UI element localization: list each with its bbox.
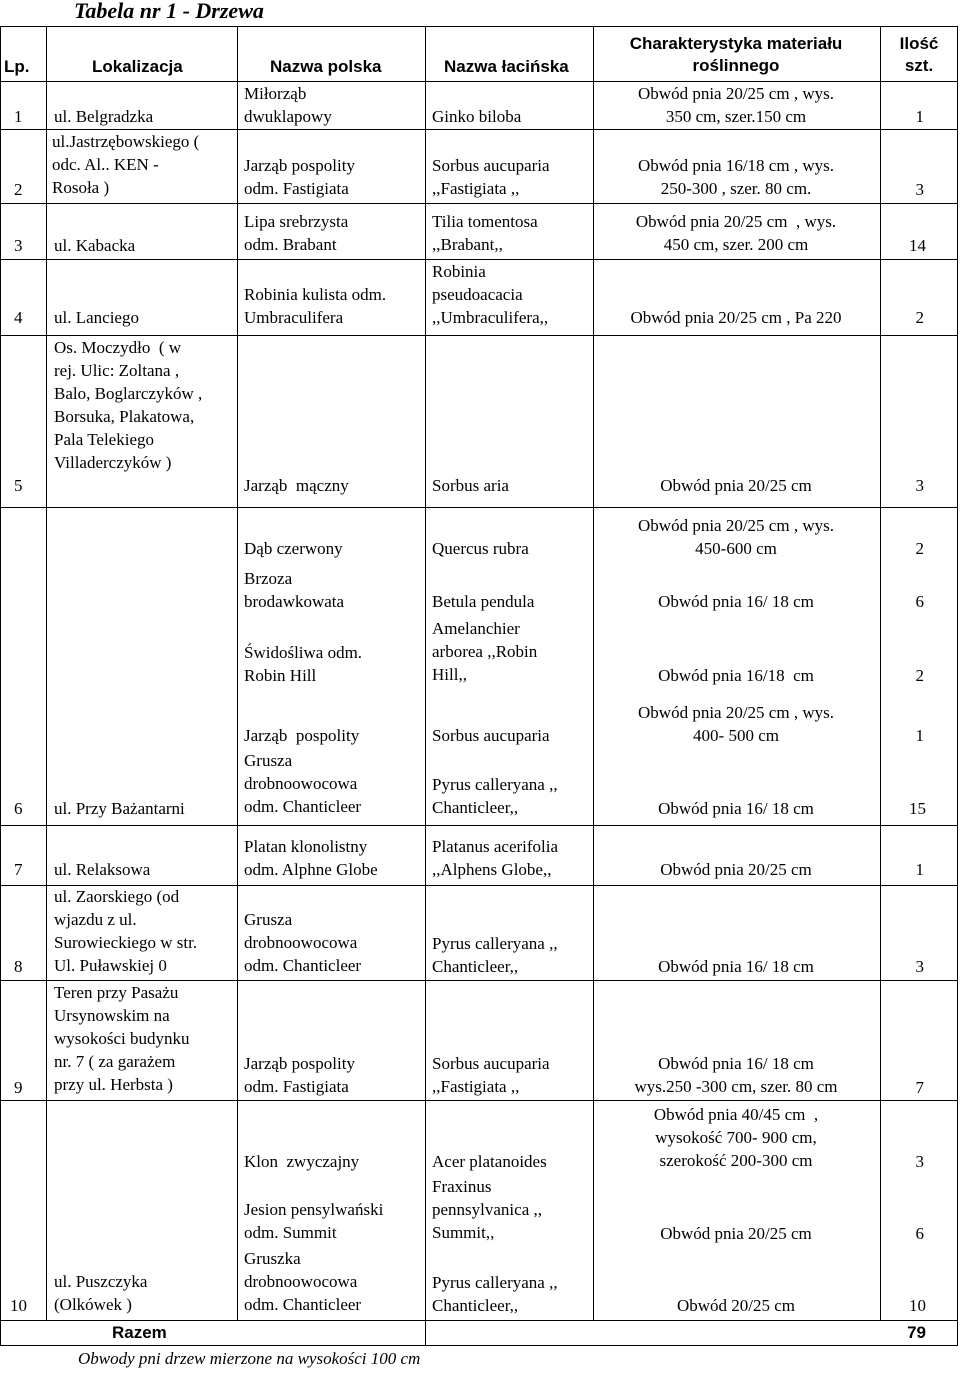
row-1-ilosc: 1 [915, 107, 924, 126]
row-6d-charakterystyka: Obwód pnia 20/25 cm , wys. 400- 500 cm [638, 703, 834, 745]
row-2-nazwa-lacinska: Sorbus aucuparia ,,Fastigiata ,, [432, 156, 550, 198]
row-3-charakterystyka: Obwód pnia 20/25 cm , wys. 450 cm, szer. 200 cm [635, 212, 837, 254]
row-3-ilosc: 14 [909, 236, 926, 255]
row-8-lp: 8 [14, 957, 23, 976]
row-4-ilosc: 2 [915, 308, 924, 327]
row-8-nazwa-polska: Grusza drobnoowocowa odm. Chanticleer [244, 910, 362, 975]
row-divider [0, 825, 957, 826]
row-6a-nazwa-lacinska: Quercus rubra [432, 539, 529, 558]
col-divider [237, 26, 238, 1320]
row-6c-ilosc: 2 [915, 666, 924, 685]
row-2-lp: 2 [14, 180, 23, 199]
row-10b-ilosc: 6 [915, 1224, 924, 1243]
row-7-charakterystyka: Obwód pnia 20/25 cm [660, 860, 812, 879]
row-4-charakterystyka: Obwód pnia 20/25 cm , Pa 220 [630, 308, 842, 327]
row-6b-nazwa-lacinska: Betula pendula [432, 592, 535, 611]
row-6d-nazwa-polska: Jarząb pospolity [244, 726, 360, 745]
row-9-charakterystyka: Obwód pnia 16/ 18 cm wys.250 -300 cm, szer. 80 cm [634, 1054, 838, 1096]
row-2-charakterystyka: Obwód pnia 16/18 cm , wys. 250-300 , szer. 80 cm. [638, 156, 834, 198]
row-10a-nazwa-polska: Klon zwyczajny [244, 1152, 360, 1171]
row-1-lp: 1 [14, 107, 23, 126]
row-10b-nazwa-lacinska: Fraxinus pennsylvanica ,, Summit,, [432, 1177, 542, 1242]
header-nazwa-lacinska: Nazwa łacińska [444, 57, 569, 76]
col-divider [425, 26, 426, 1346]
col-divider [880, 26, 881, 1320]
row-10-lokalizacja: ul. Puszczyka (Olkówek ) [54, 1272, 148, 1314]
row-5-lp: 5 [14, 476, 23, 495]
row-10c-nazwa-lacinska: Pyrus calleryana ,, Chanticleer,, [432, 1273, 558, 1315]
row-10c-ilosc: 10 [909, 1296, 926, 1315]
row-3-nazwa-lacinska: Tilia tomentosa ,,Brabant,, [432, 212, 538, 254]
row-8-lokalizacja: ul. Zaorskiego (od wjazdu z ul. Surowieckiego w str. Ul. Puławskiej 0 [54, 887, 198, 975]
row-6d-nazwa-lacinska: Sorbus aucuparia [432, 726, 550, 745]
row-7-lokalizacja: ul. Relaksowa [54, 860, 151, 879]
row-divider [0, 507, 957, 508]
row-10b-nazwa-polska: Jesion pensylwański odm. Summit [244, 1200, 384, 1242]
row-6e-ilosc: 15 [909, 799, 926, 818]
row-3-lp: 3 [14, 236, 23, 255]
header-lokalizacja: Lokalizacja [92, 57, 183, 76]
row-10a-charakterystyka: Obwód pnia 40/45 cm , wysokość 700- 900 cm, szerokość 200-300 cm [653, 1105, 819, 1170]
row-5-lokalizacja: Os. Moczydło ( w rej. Ulic: Zoltana , Balo, Boglarczyków , Borsuka, Plakatowa, Pala Telekiego Villaderczyków ) [54, 338, 203, 472]
row-4-nazwa-lacinska: Robinia pseudoacacia ,,Umbraculifera,, [432, 262, 549, 327]
col-divider [957, 26, 958, 1346]
row-divider [0, 1100, 957, 1101]
row-divider [0, 1345, 957, 1346]
row-7-nazwa-polska: Platan klonolistny odm. Alphne Globe [244, 837, 378, 879]
row-9-ilosc: 7 [915, 1078, 924, 1097]
row-6e-nazwa-polska: Grusza drobnoowocowa odm. Chanticleer [244, 751, 362, 816]
row-10c-nazwa-polska: Gruszka drobnoowocowa odm. Chanticleer [244, 1249, 362, 1314]
total-value: 79 [907, 1323, 926, 1342]
footnote: Obwody pni drzew mierzone na wysokości 100 cm [78, 1349, 421, 1368]
row-10a-ilosc: 3 [915, 1152, 924, 1171]
row-6-lp: 6 [14, 799, 23, 818]
row-6a-ilosc: 2 [915, 539, 924, 558]
row-5-charakterystyka: Obwód pnia 20/25 cm [660, 476, 812, 495]
row-6c-nazwa-polska: Świdośliwa odm. Robin Hill [244, 643, 363, 685]
col-divider [46, 26, 47, 1320]
row-6d-ilosc: 1 [915, 726, 924, 745]
row-5-nazwa-polska: Jarząb mączny [244, 476, 349, 495]
row-8-charakterystyka: Obwód pnia 16/ 18 cm [658, 957, 814, 976]
row-1-charakterystyka: Obwód pnia 20/25 cm , wys. 350 cm, szer.150 cm [638, 84, 834, 126]
row-10c-charakterystyka: Obwód 20/25 cm [676, 1296, 796, 1315]
row-divider [0, 203, 957, 204]
row-9-nazwa-polska: Jarząb pospolity odm. Fastigiata [244, 1054, 355, 1096]
row-6b-charakterystyka: Obwód pnia 16/ 18 cm [658, 592, 814, 611]
row-6e-charakterystyka: Obwód pnia 16/ 18 cm [658, 799, 814, 818]
row-4-nazwa-polska: Robinia kulista odm. Umbraculifera [244, 285, 387, 327]
row-7-lp: 7 [14, 860, 23, 879]
row-8-nazwa-lacinska: Pyrus calleryana ,, Chanticleer,, [432, 934, 558, 976]
row-6a-charakterystyka: Obwód pnia 20/25 cm , wys. 450-600 cm [638, 516, 834, 558]
row-6b-nazwa-polska: Brzoza brodawkowata [244, 569, 345, 611]
row-10-lp: 10 [10, 1296, 27, 1315]
row-6-lokalizacja: ul. Przy Bażantarni [54, 799, 185, 818]
row-5-nazwa-lacinska: Sorbus aria [432, 476, 509, 495]
row-6e-nazwa-lacinska: Pyrus calleryana ,, Chanticleer,, [432, 775, 558, 817]
row-9-nazwa-lacinska: Sorbus aucuparia ,,Fastigiata ,, [432, 1054, 550, 1096]
row-5-ilosc: 3 [915, 476, 924, 495]
row-4-lokalizacja: ul. Lanciego [54, 308, 139, 327]
table-title: Tabela nr 1 - Drzewa [74, 0, 264, 23]
header-lp: Lp. [4, 57, 30, 76]
row-7-nazwa-lacinska: Platanus acerifolia ,,Alphens Globe,, [432, 837, 559, 879]
total-label: Razem [112, 1323, 167, 1342]
row-2-nazwa-polska: Jarząb pospolity odm. Fastigiata [244, 156, 355, 198]
row-4-lp: 4 [14, 308, 23, 327]
row-2-lokalizacja: ul.Jastrzębowskiego ( odc. Al.. KEN - Rosoła ) [52, 132, 200, 197]
row-3-nazwa-polska: Lipa srebrzysta odm. Brabant [244, 212, 349, 254]
header-ilosc: Ilość szt. [899, 34, 939, 75]
row-9-lp: 9 [14, 1078, 23, 1097]
row-6c-nazwa-lacinska: Amelanchier arborea ,,Robin Hill,, [432, 619, 538, 684]
row-divider [0, 1320, 957, 1321]
col-divider [593, 26, 594, 1320]
row-1-lokalizacja: ul. Belgradzka [54, 107, 154, 126]
header-charakterystyka: Charakterystyka materiału roślinnego [629, 34, 843, 75]
row-8-ilosc: 3 [915, 957, 924, 976]
row-1-nazwa-lacinska: Ginko biloba [432, 107, 522, 126]
row-9-lokalizacja: Teren przy Pasażu Ursynowskim na wysokości budynku nr. 7 ( za garażem przy ul. Herbsta ) [54, 983, 190, 1094]
row-6b-ilosc: 6 [915, 592, 924, 611]
row-2-ilosc: 3 [915, 180, 924, 199]
row-10b-charakterystyka: Obwód pnia 20/25 cm [660, 1224, 812, 1243]
row-3-lokalizacja: ul. Kabacka [54, 236, 136, 255]
row-7-ilosc: 1 [915, 860, 924, 879]
header-nazwa-polska: Nazwa polska [270, 57, 382, 76]
row-6c-charakterystyka: Obwód pnia 16/18 cm [658, 666, 814, 685]
row-10a-nazwa-lacinska: Acer platanoides [432, 1152, 547, 1171]
row-1-nazwa-polska: Miłorząb dwuklapowy [244, 84, 332, 126]
row-6a-nazwa-polska: Dąb czerwony [244, 539, 343, 558]
